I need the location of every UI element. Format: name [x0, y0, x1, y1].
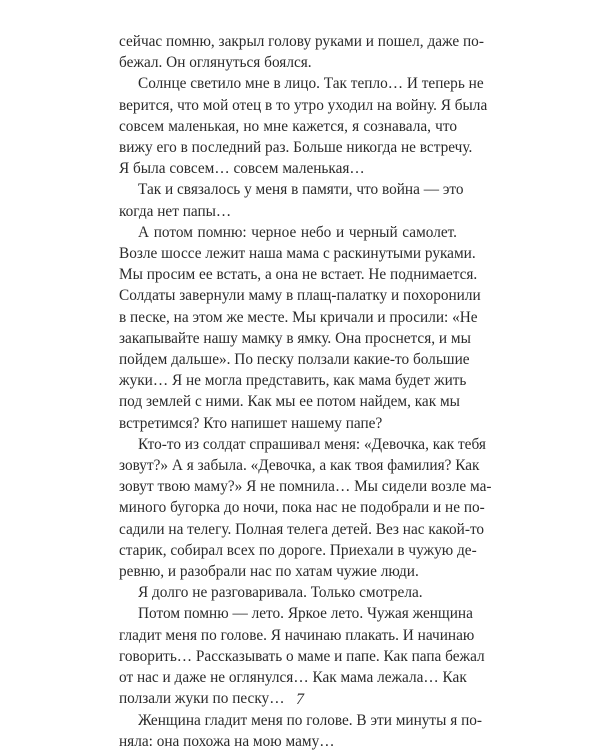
text-line: Потом помню — лето. Яркое лето. Чужая женщина — [138, 605, 473, 623]
text-line: Солнце светило мне в лицо. Так тепло… И теперь не — [138, 75, 484, 93]
text-line: пойдем дальше». По песку ползали какие-то большие — [119, 351, 470, 369]
text-line: когда нет папы… — [119, 202, 232, 220]
text-line: в песке, на этом же месте. Мы кричали и просили: «Не — [119, 308, 478, 326]
paragraph — [119, 710, 483, 752]
paragraph — [119, 179, 464, 221]
text-line: ползали жуки по песку… — [119, 690, 285, 708]
text-line: Я была совсем… совсем маленькая… — [119, 160, 365, 178]
text-line: Я долго не разговаривала. Только смотрела. — [138, 584, 423, 602]
text-line: Возле шоссе лежит наша мама с раскинутыми руками. — [119, 245, 476, 263]
paragraph — [119, 31, 484, 73]
text-line: жуки… Я не могла представить, как мама будет жить — [119, 372, 467, 390]
text-line: сейчас помню, закрыл голову руками и пошел, даже по- — [119, 33, 484, 50]
paragraph — [119, 222, 481, 434]
text-line: старик, собирал всех по дороге. Приехали в чужую де- — [119, 541, 477, 559]
text-line: зовут твою маму?» Я не помнила… Мы сидели возле ма- — [119, 478, 492, 496]
text-line: Мы просим ее встать, а она не встает. Не поднимается. — [119, 266, 478, 284]
text-line: зовут?» А я забыла. «Девочка, а как твоя фамилия? Как — [119, 457, 480, 475]
text-line: верится, что мой отец в то утро уходил на войну. Я была — [119, 96, 488, 114]
text-line: Солдаты завернули маму в плащ-палатку и похоронили — [119, 287, 481, 305]
text-line: вижу его в последний раз. Больше никогда не встречу. — [119, 139, 473, 157]
paragraph — [119, 434, 492, 582]
text-line: совсем маленькая, но мне кажется, я сознавала, что — [119, 117, 457, 135]
paragraph — [119, 582, 457, 603]
text-line: Так и связалось у меня в памяти, что война — это — [138, 181, 464, 199]
text-line: Женщина гладит меня по голове. В эти минуты я по- — [138, 711, 483, 729]
text-line: гладит меня по голове. Я начинаю плакать. И начинаю — [119, 626, 475, 644]
text-line: А потом помню: черное небо и черный самолет. — [138, 223, 457, 241]
page-number: 7 — [296, 691, 304, 708]
text-line: ревню, и разобрали нас по хатам чужие люди. — [119, 563, 419, 581]
text-line: под землей с ними. Как мы ее потом найдем, как мы — [119, 393, 460, 411]
text-line: встретимся? Кто напишет нашему папе? — [119, 414, 383, 432]
paragraph — [119, 73, 488, 179]
text-line: от нас и даже не оглянулся… Как мама лежала… Как — [119, 669, 467, 687]
text-line: говорить… Рассказывать о маме и папе. Как папа бежал — [119, 647, 485, 665]
body-text — [119, 31, 492, 752]
text-line: миного бугорка до ночи, пока нас не подобрали и не по- — [119, 499, 485, 517]
text-line: Кто-то из солдат спрашивал меня: «Девочка, как тебя — [138, 435, 486, 453]
text-line: закапывайте нашу мамку в ямку. Она проснется, и мы — [119, 329, 471, 347]
text-line: садили на телегу. Полная телега детей. Вез нас какой-то — [119, 520, 485, 538]
text-line: бежал. Он оглянуться боялся. — [119, 54, 312, 72]
text-line: няла: она похожа на мою маму… — [119, 732, 335, 750]
